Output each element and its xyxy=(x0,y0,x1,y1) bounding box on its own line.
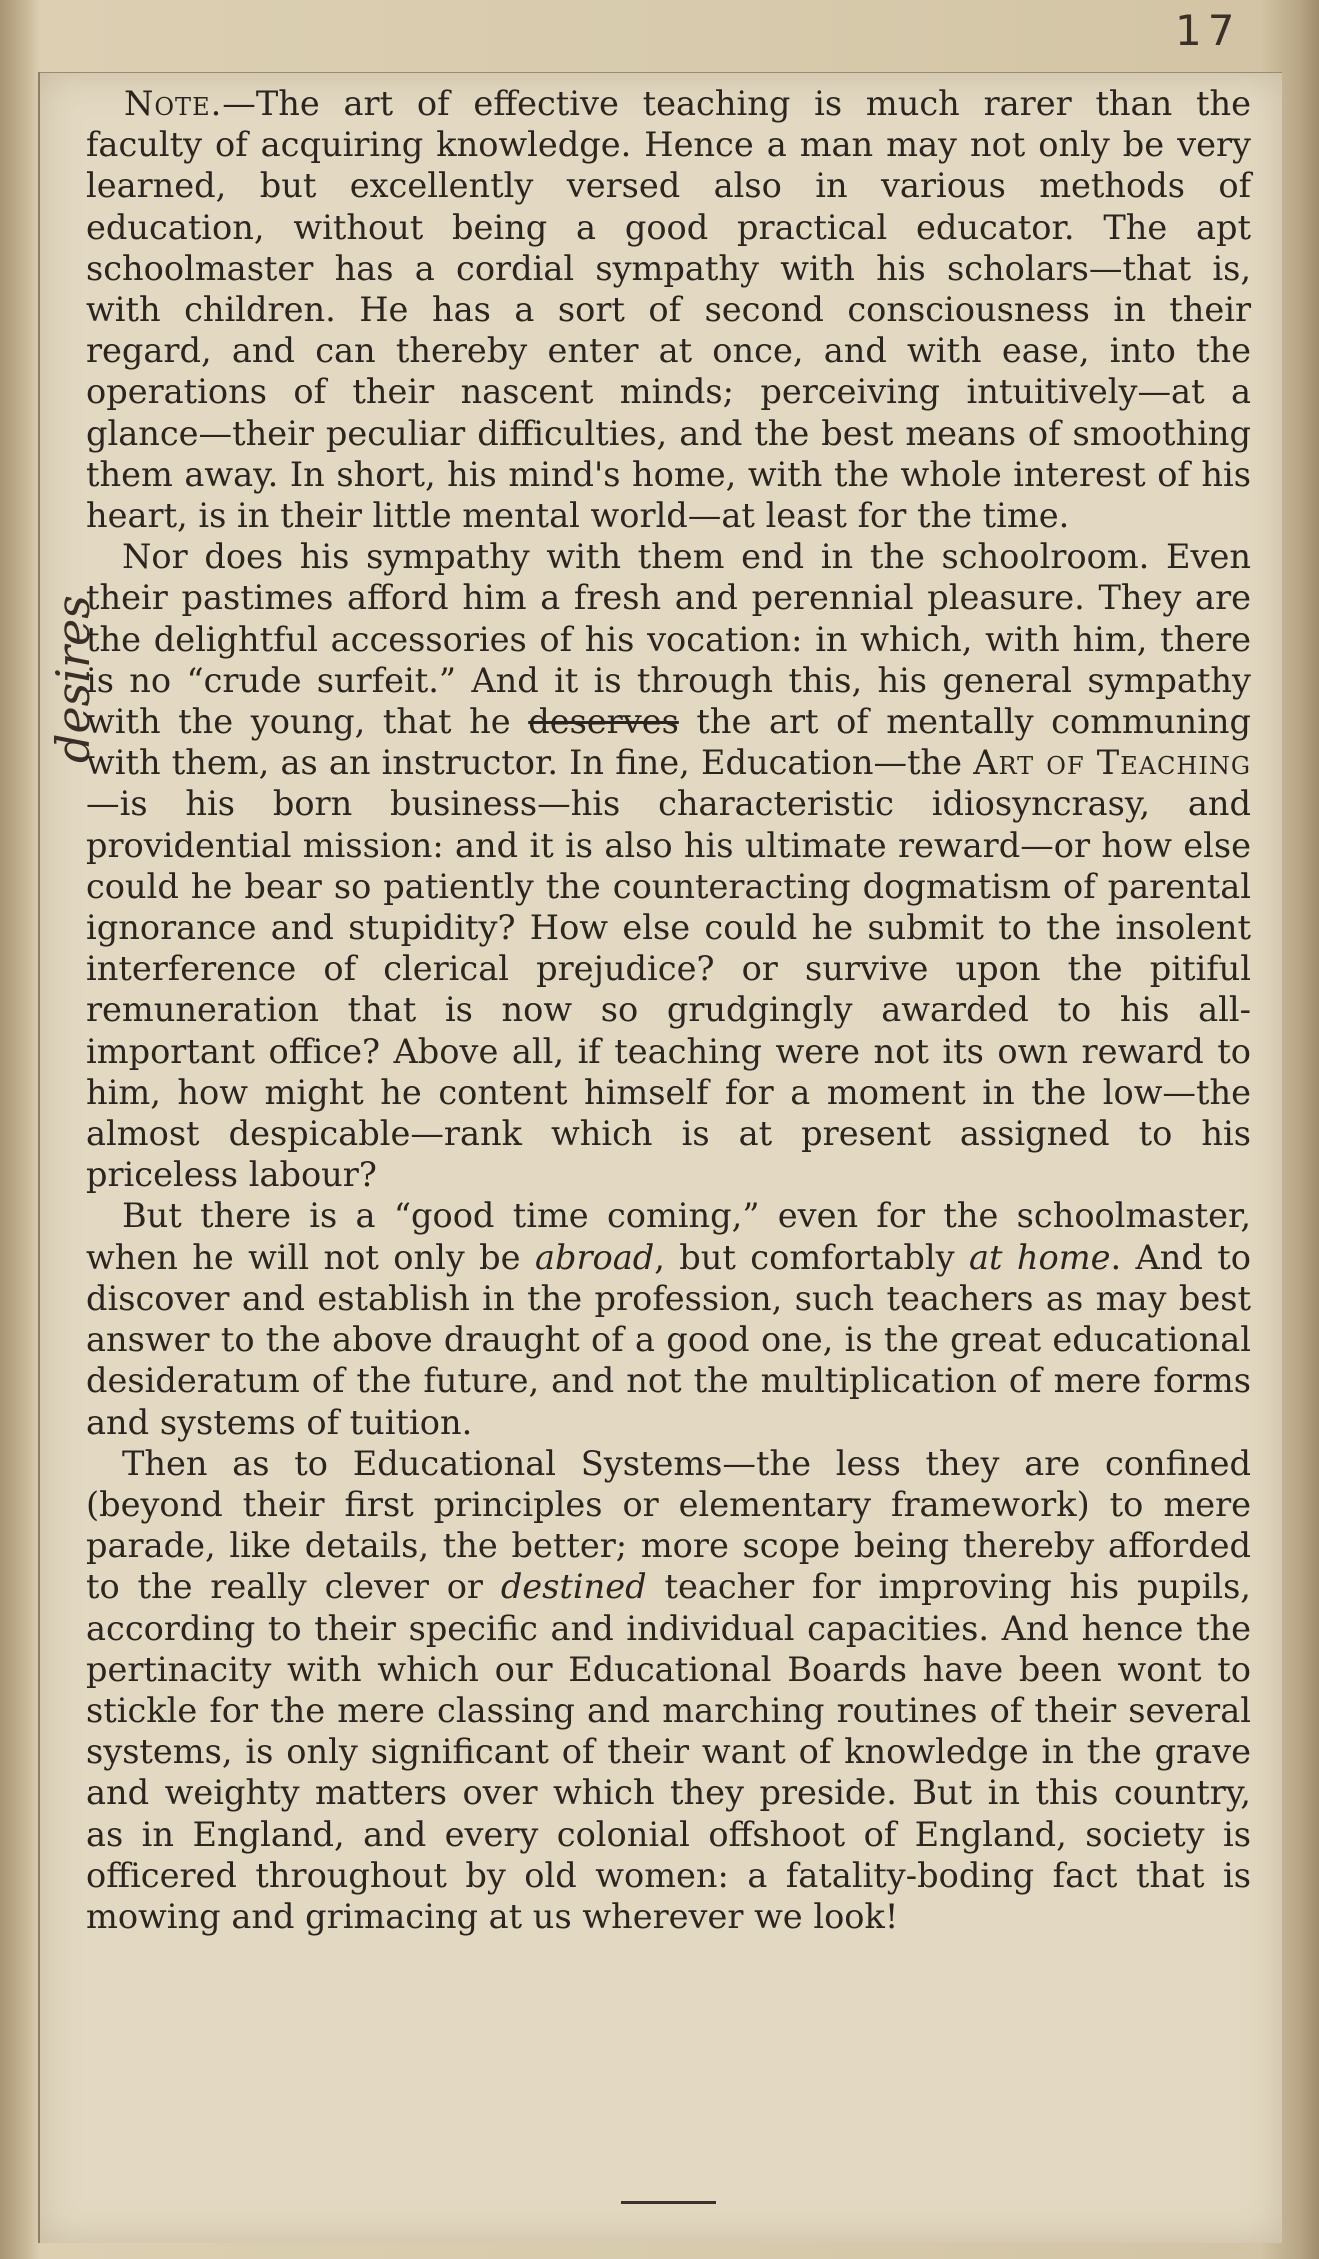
paragraph-3 xyxy=(86,1195,1251,1442)
paragraph-2-lead: Nor does his sympathy with them end in the schoolroom. Even their pastimes afford him a fresh and perennial pleasure. They are the delightful accessories of his vocation: in which, with him, there is no “crude surfeit.” And it is through this, his general sympathy with the young, that he xyxy=(86,537,1251,742)
italic-destined: destined xyxy=(500,1567,647,1607)
end-rule-divider xyxy=(621,2201,716,2204)
paragraph-3-tail: . And to discover and establish in the profession, such teachers as may best answer to the above draught of a good one, is the great educational desideratum of the future, and not the multiplication of mere forms and systems of tuition. xyxy=(86,1237,1251,1442)
art-of-teaching-smallcaps: Art of Teaching xyxy=(973,743,1251,783)
paragraph-3-middle: , but comfortably xyxy=(654,1237,969,1277)
paragraph-2-middle: the art of mentally communing with them, as an instructor. In fine, Education—the xyxy=(86,702,1251,783)
page-number: 17 xyxy=(1175,6,1241,55)
paragraph-3-lead: But there is a “good time coming,” even for the schoolmaster, when he will not only be xyxy=(86,1196,1251,1277)
paragraph-1-text: —The art of effective teaching is much rarer than the faculty of acquiring knowledge. Hence a man may not only be very learned, but excellently versed also in various methods of education, without being a good practical educator. The apt schoolmaster has a cordial sympathy with his scholars—that is, with children. He has a sort of second consciousness in their regard, and can thereby enter at once, and with ease, into the operations of their nascent minds; perceiving intuitively—at a glance—their peculiar difficulties, and the best means of smoothing them away. In short, his mind's home, with the whole interest of his heart, is in their little mental world—at least for the time. xyxy=(86,84,1251,536)
paragraph-1 xyxy=(86,83,1251,536)
paragraph-4-tail: teacher for improving his pupils, according to their specific and individual capacities. And hence the pertinacity with which our Educational Boards have been wont to stickle for the mere classing and marching routines of their several systems, is only significant of their want of knowledge in the grave and weighty matters over which they preside. But in this country, as in England, and every colonial offshoot of England, society is officered throughout by old women: a fatality-boding fact that is mowing and grimacing at us wherever we look! xyxy=(86,1567,1251,1936)
struck-word: deserves xyxy=(528,702,679,742)
italic-abroad: abroad xyxy=(534,1237,655,1277)
italic-at-home: at home xyxy=(968,1237,1111,1277)
paragraph-4-lead: Then as to Educational Systems—the less they are confined (beyond their first principles or elementary framework) to mere parade, like details, the better; more scope being thereby afforded to the really clever or xyxy=(86,1443,1251,1607)
article-body xyxy=(86,83,1251,1937)
newspaper-clipping xyxy=(38,72,1282,2243)
handwritten-margin-note: desires xyxy=(46,595,100,763)
paragraph-2-tail: —is his born business—his characteristic idiosyncrasy, and providential mission: and it is also his ultimate reward—or how else could he bear so patiently the counteracting dogmatism of parental ignorance and stupidity? How else could he submit to the insolent interference of clerical prejudice? or survive upon the pitiful remuneration that is now so grudgingly awarded to his all-important office? Above all, if teaching were not its own reward to him, how might he content himself for a moment in the low—the almost despicable—rank which is at present assigned to his priceless labour? xyxy=(86,784,1251,1195)
paragraph-4 xyxy=(86,1443,1251,1937)
note-label: Note. xyxy=(124,84,223,123)
paragraph-2 xyxy=(86,536,1251,1195)
